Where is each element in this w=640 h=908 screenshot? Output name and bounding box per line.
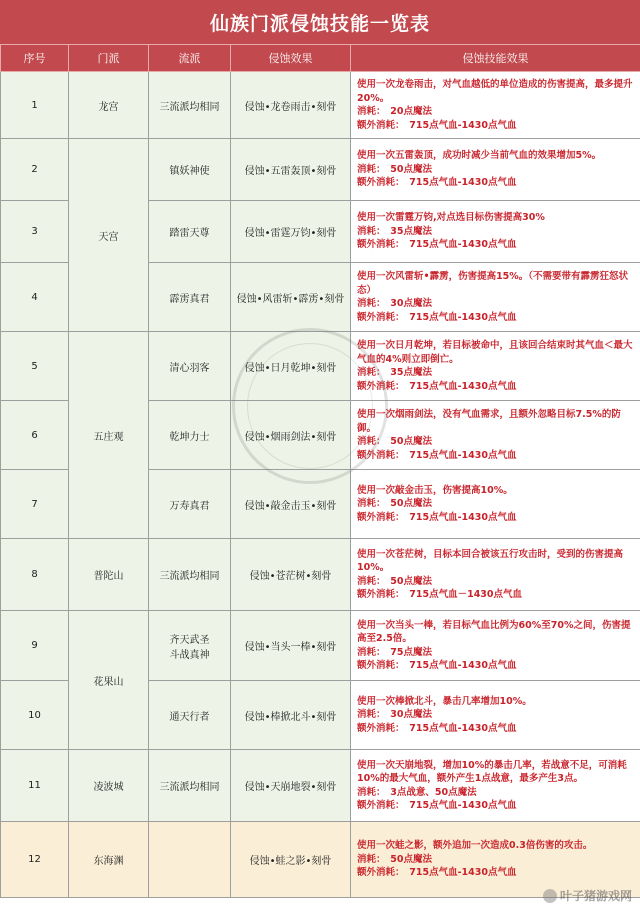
table-row (1, 332, 640, 401)
row-effect: 侵蚀•日月乾坤•刻骨 (231, 332, 351, 401)
desc-extra-cost: 额外消耗： 715点气血-1430点气血 (357, 722, 517, 734)
desc-cost: 消耗： 50点魔法 (357, 853, 432, 865)
desc-line: 使用一次敲金击玉，伤害提高10%。 (357, 484, 513, 496)
row-number: 3 (1, 201, 69, 263)
row-number: 1 (1, 72, 69, 139)
row-number: 5 (1, 332, 69, 401)
row-sect: 东海渊 (69, 822, 149, 898)
desc-cost: 消耗： 50点魔法 (357, 498, 432, 510)
row-effect: 侵蚀•五雷轰顶•刻骨 (231, 139, 351, 201)
table-row (1, 750, 640, 822)
desc-extra-cost: 额外消耗： 715点气血-1430点气血 (357, 800, 517, 811)
desc-cost: 消耗： 30点魔法 (357, 298, 432, 309)
desc-line: 使用一次当头一棒，若目标气血比例为60%至70%之间，伤害提高至2.5倍。 (357, 619, 631, 644)
desc-cost: 消耗： 50点魔法 (357, 163, 432, 175)
row-number: 8 (1, 539, 69, 611)
desc-cost: 消耗： 35点魔法 (357, 225, 432, 237)
table-row (1, 72, 640, 139)
table-header-row (1, 45, 640, 72)
desc-line: 使用一次风雷斩•霹雳，伤害提高15%。（不需要带有霹雳狂怒状态） (357, 271, 629, 296)
header-style: 流派 (149, 45, 231, 72)
row-style: 清心羽客 (149, 332, 231, 401)
header-skill-effect: 侵蚀技能效果 (351, 45, 640, 72)
row-number: 4 (1, 263, 69, 332)
desc-extra-cost: 额外消耗： 715点气血-1430点气血 (357, 867, 517, 879)
desc-extra-cost: 额外消耗： 715点气血-1430点气血 (357, 177, 517, 189)
row-effect: 侵蚀•龙卷雨击•刻骨 (231, 72, 351, 139)
row-sect: 龙宫 (69, 72, 149, 139)
row-number: 7 (1, 470, 69, 539)
desc-line: 使用一次日月乾坤，若目标被命中，且该回合结束时其气血＜最大气血的4%则立即倒亡。 (357, 340, 633, 365)
corner-watermark (543, 887, 632, 904)
desc-line: 使用一次天崩地裂，增加10%的暴击几率，若战意不足，可消耗10%的最大气血，额外产生1点战意，最多产生3点。 (357, 759, 627, 784)
row-style: 三流派均相同 (149, 750, 231, 822)
row-style: 齐天武圣 斗战真神 (149, 611, 231, 681)
site-logo-icon (543, 889, 557, 903)
row-sect: 凌波城 (69, 750, 149, 822)
row-skill-description (351, 611, 640, 681)
row-effect: 侵蚀•棒掀北斗•刻骨 (231, 681, 351, 750)
desc-line: 使用一次蛙之影，额外追加一次造成0.3倍伤害的攻击。 (357, 840, 593, 852)
row-number: 9 (1, 611, 69, 681)
row-number: 10 (1, 681, 69, 750)
row-effect: 侵蚀•雷霆万钧•刻骨 (231, 201, 351, 263)
row-style: 三流派均相同 (149, 72, 231, 139)
row-style: 三流派均相同 (149, 539, 231, 611)
desc-cost: 消耗： 50点魔法 (357, 436, 432, 447)
desc-cost: 消耗： 3点战意、50点魔法 (357, 786, 477, 798)
desc-line: 使用一次五雷轰顶，成功时减少当前气血的效果增加5%。 (357, 150, 602, 162)
row-sect: 天宫 (69, 139, 149, 332)
header-sect: 门派 (69, 45, 149, 72)
desc-cost: 消耗： 20点魔法 (357, 106, 432, 117)
skills-table (0, 44, 640, 898)
table-row (1, 139, 640, 201)
table-row (1, 539, 640, 611)
row-skill-description (351, 72, 640, 139)
row-number: 12 (1, 822, 69, 898)
row-number: 2 (1, 139, 69, 201)
row-skill-description (351, 470, 640, 539)
row-effect: 侵蚀•烟雨剑法•刻骨 (231, 401, 351, 470)
table-row (1, 611, 640, 681)
desc-extra-cost: 额外消耗： 715点气血-1430点气血 (357, 311, 517, 323)
desc-cost: 消耗： 75点魔法 (357, 646, 432, 658)
row-style: 乾坤力士 (149, 401, 231, 470)
row-skill-description (351, 139, 640, 201)
desc-extra-cost: 额外消耗： 715点气血-1430点气血 (357, 239, 517, 251)
desc-extra-cost: 额外消耗： 715点气血-1430点气血 (357, 449, 517, 461)
row-effect: 侵蚀•蛙之影•刻骨 (231, 822, 351, 898)
row-sect: 普陀山 (69, 539, 149, 611)
desc-line: 使用一次烟雨剑法，没有气血需求，且额外忽略目标7.5%的防御。 (357, 409, 621, 434)
row-style (149, 822, 231, 898)
desc-cost: 消耗： 30点魔法 (357, 709, 432, 721)
row-skill-description (351, 539, 640, 611)
row-skill-description (351, 263, 640, 332)
header-number: 序号 (1, 45, 69, 72)
row-number: 11 (1, 750, 69, 822)
row-style: 踏雷天尊 (149, 201, 231, 263)
row-skill-description (351, 201, 640, 263)
desc-line: 使用一次棒掀北斗，暴击几率增加10%。 (357, 695, 532, 707)
row-style: 万寿真君 (149, 470, 231, 539)
row-skill-description (351, 681, 640, 750)
row-effect: 侵蚀•天崩地裂•刻骨 (231, 750, 351, 822)
desc-extra-cost: 额外消耗： 715点气血－1430点气血 (357, 589, 523, 600)
corner-watermark-text: 叶子猪游戏网 (559, 889, 632, 903)
desc-extra-cost: 额外消耗： 715点气血-1430点气血 (357, 119, 517, 131)
row-style: 通天行者 (149, 681, 231, 750)
row-skill-description (351, 401, 640, 470)
desc-extra-cost: 额外消耗： 715点气血-1430点气血 (357, 660, 517, 671)
row-skill-description (351, 750, 640, 822)
row-sect: 花果山 (69, 611, 149, 750)
row-sect: 五庄观 (69, 332, 149, 539)
desc-line: 使用一次龙卷雨击，对气血越低的单位造成的伤害提高，最多提升20%。 (357, 79, 633, 104)
desc-extra-cost: 额外消耗： 715点气血-1430点气血 (357, 380, 517, 392)
row-effect: 侵蚀•风雷斩•霹雳•刻骨 (231, 263, 351, 332)
row-effect: 侵蚀•敲金击玉•刻骨 (231, 470, 351, 539)
desc-line: 使用一次雷霆万钧,对点选目标伤害提高30% (357, 212, 545, 224)
desc-cost: 消耗： 35点魔法 (357, 367, 432, 378)
row-style: 镇妖神使 (149, 139, 231, 201)
row-effect: 侵蚀•当头一棒•刻骨 (231, 611, 351, 681)
row-style: 霹雳真君 (149, 263, 231, 332)
header-effect: 侵蚀效果 (231, 45, 351, 72)
row-effect: 侵蚀•苍茫树•刻骨 (231, 539, 351, 611)
table-title: 仙族门派侵蚀技能一览表 (0, 0, 640, 44)
row-number: 6 (1, 401, 69, 470)
desc-cost: 消耗： 50点魔法 (357, 575, 432, 587)
row-skill-description (351, 332, 640, 401)
desc-extra-cost: 额外消耗： 715点气血-1430点气血 (357, 511, 517, 523)
desc-line: 使用一次苍茫树，目标本回合被该五行攻击时，受到的伤害提高10%。 (357, 548, 624, 573)
